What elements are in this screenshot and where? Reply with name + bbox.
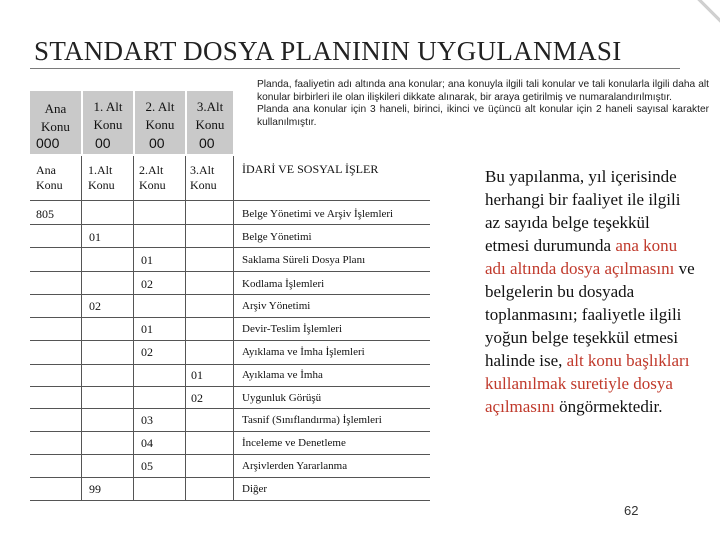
col-header-2-alt-konu: 2.Alt Konu <box>139 163 166 192</box>
col-header-ana-konu: Ana Konu <box>36 163 63 192</box>
explanation-text: Bu yapılanma, yıl içerisinde herhangi bir faaliyet ile ilgili az sayıda belge teşekkül etmesi durumunda ana konu adı altında dosya açılmasını ve belgelerin bu dosyada toplanmasını; faaliyetle ilgili yoğun belge teşekkül etmesi halinde ise, alt konu başlıkları kullanılmak suretiyle dosya açılmasını öngörmektedir. <box>485 167 695 416</box>
col-header-3-alt-konu: 3.Alt Konu <box>190 163 217 192</box>
section-title: İDARİ VE SOSYAL İŞLER <box>242 162 379 176</box>
header-cell-ana-konu: Ana Konu 000 <box>30 91 81 154</box>
header-cell-3-alt-konu: 3.Alt Konu 00 <box>187 91 233 154</box>
header-cell-1-alt-konu: 1. Alt Konu 00 <box>83 91 133 154</box>
highlight-ana-konu: ana konu adı altında dosya açılmasını <box>485 236 678 278</box>
page-number: 62 <box>624 503 639 518</box>
slide-title: STANDART DOSYA PLANININ UYGULANMASI <box>34 36 622 66</box>
highlight-alt-konu: alt konu başlıkları kullanılmak suretiyle dosya açılmasını <box>485 351 690 416</box>
col-header-1-alt-konu: 1.Alt Konu <box>88 163 115 192</box>
corner-decoration <box>674 0 720 46</box>
header-cell-2-alt-konu: 2. Alt Konu 00 <box>135 91 185 154</box>
title-divider <box>30 68 680 69</box>
plan-note: Planda, faaliyetin adı altında ana konular; ana konuyla ilgili tali konular ve tali konularla ilgili daha alt konular birbirleri ile olan ilişkileri dikkate alınarak, bir araya getirilmiş ve numaralandırılmıştır. Planda ana konular için 3 haneli, birinci, ikinci ve üçüncü alt konular için 2 haneli sayısal karakter kullanılmıştır. <box>257 79 709 128</box>
